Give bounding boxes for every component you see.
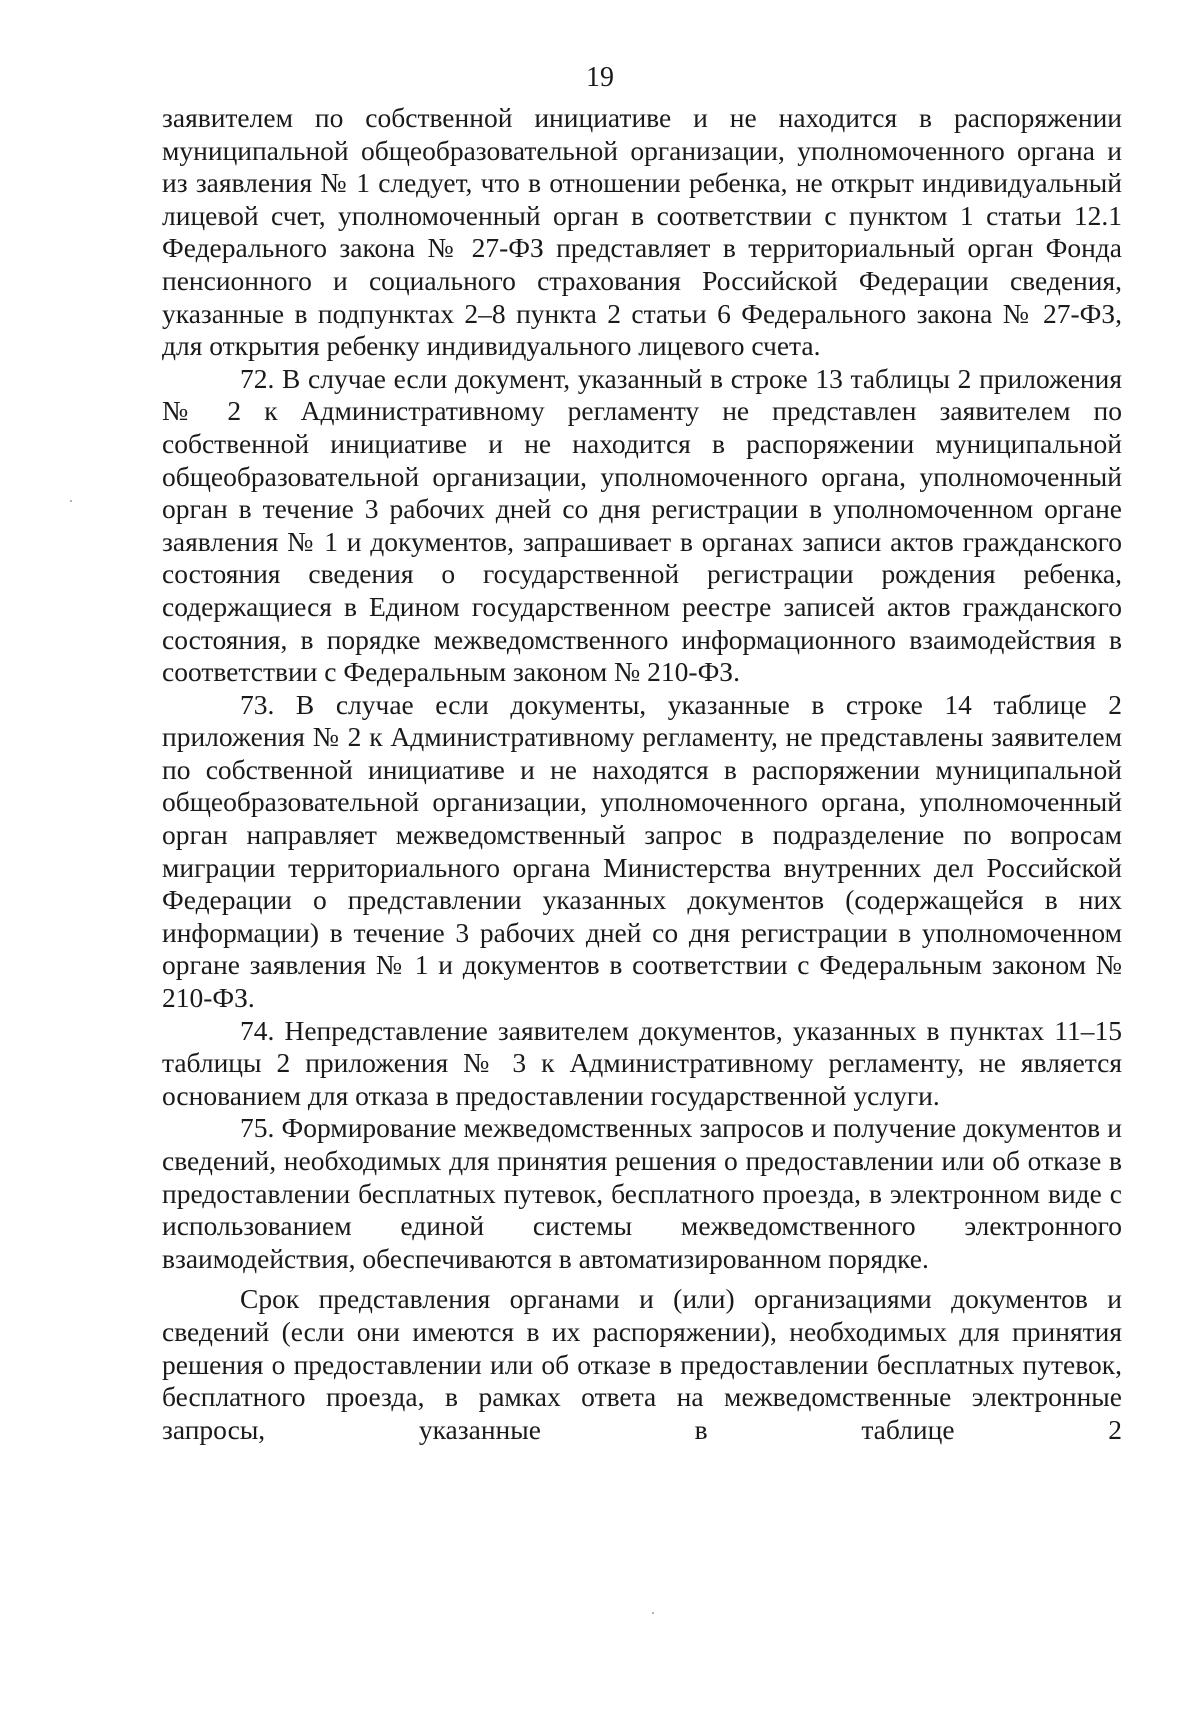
page-number: 19 xyxy=(586,62,614,93)
paragraph-deadline: Срок представления органами и (или) организациями документов и сведений (если они имеются в их распоряжении), необходимых для принятия решения о предоставлении или об отказе в предоставлении бесплатных путевок, бесплатного проезда, в рамках ответа на межведомственные электронные запросы, указанные в таблице 2 xyxy=(162,1283,1122,1445)
scan-speck xyxy=(70,500,72,502)
paragraph-75: 75. Формирование межведомственных запросов и получение документов и сведений, необходимых для принятия решения о предоставлении или об отказе в предоставлении бесплатных путевок, бесплатного проезда, в электронном виде с использованием единой системы межведомственного электронного взаимодействия, обеспечиваются в автоматизированном порядке. xyxy=(162,1112,1122,1274)
paragraph-74: 74. Непредставление заявителем документов, указанных в пунктах 11–15 таблицы 2 приложения № 3 к Административному регламенту, не является основанием для отказа в предоставлении государственной услуги. xyxy=(162,1014,1122,1111)
scan-speck xyxy=(652,1612,654,1614)
paragraph-73: 73. В случае если документы, указанные в строке 14 таблице 2 приложения № 2 к Административному регламенту, не представлены заявителем по собственной инициативе и не находятся в распоряжении муниципальной общеобразовательной организации, уполномоченного органа, уполномоченный орган направляет межведомственный запрос в подразделение по вопросам миграции территориального органа Министерства внутренних дел Российской Федерации о представлении указанных документов (содержащейся в них информации) в течение 3 рабочих дней со дня регистрации в уполномоченном органе заявления № 1 и документов в соответствии с Федеральным законом № 210-ФЗ. xyxy=(162,688,1122,1014)
paragraph-72: 72. В случае если документ, указанный в строке 13 таблицы 2 приложения № 2 к Административному регламенту не представлен заявителем по собственной инициативе и не находится в распоряжении муниципальной общеобразовательной организации, уполномоченного органа, уполномоченный орган в течение 3 рабочих дней со дня регистрации в уполномоченном органе заявления № 1 и документов, запрашивает в органах записи актов гражданского состояния сведения о государственной регистрации рождения ребенка, содержащиеся в Едином государственном реестре записей актов гражданского состояния, в порядке межведомственного информационного взаимодействия в соответствии с Федеральным законом № 210-ФЗ. xyxy=(162,362,1122,688)
document-body xyxy=(162,102,1122,1446)
paragraph-continuation: заявителем по собственной инициативе и не находится в распоряжении муниципальной общеобразовательной организации, уполномоченного органа и из заявления № 1 следует, что в отношении ребенка, не открыт индивидуальный лицевой счет, уполномоченный орган в соответствии с пунктом 1 статьи 12.1 Федерального закона № 27-ФЗ представляет в территориальный орган Фонда пенсионного и социального страхования Российской Федерации сведения, указанные в подпунктах 2–8 пункта 2 статьи 6 Федерального закона № 27-ФЗ, для открытия ребенку индивидуального лицевого счета. xyxy=(162,102,1122,362)
